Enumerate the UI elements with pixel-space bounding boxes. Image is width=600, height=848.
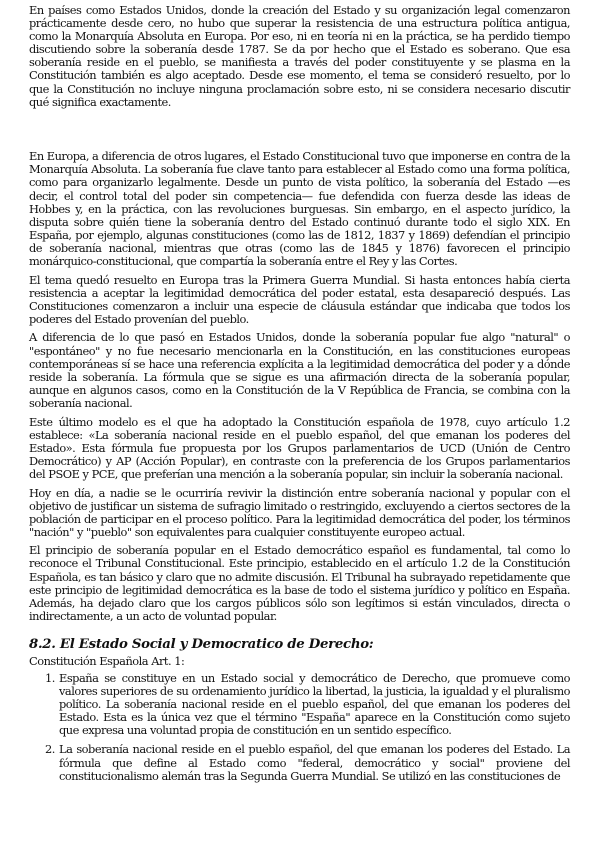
paragraph: Hoy en día, a nadie se le ocurriría revivir la distinción entre soberanía nacional y popular con el objetivo de justificar un sistema de sufragio limitado o restringido, excluyendo a ciertos sectores de la población de participar en el proceso político. Para la legitimidad democrática del poder, los términos "nación" y "pueblo" son equivalentes para cualquier constituyente europeo actual. (29, 485, 570, 539)
list-item: 1. España se constituye en un Estado social y democrático de Derecho, que promueve como valores superiores de su ordenamiento jurídico la libertad, la justicia, la igualdad y el pluralismo político. La soberanía nacional reside en el pueblo español, del que emanan los poderes del Estado. Esta es la única vez que el término "España" aparece en la Constitución como sujeto que expresa una voluntad propia de constitución en un sentido específico. (58, 672, 570, 737)
section-heading: 8.2. El Estado Social y Democratico de Derecho: (29, 636, 374, 652)
paragraph: El tema quedó resuelto en Europa tras la Primera Guerra Mundial. Si hasta entonces había cierta resistencia a aceptar la legitimidad democrática del poder estatal, esta desapareció después. Las Constituciones comenzaron a incluir una especie de cláusula estándar que indicaba que todos los poderes del Estado provenían del pueblo. (29, 272, 570, 326)
paragraph: En Europa, a diferencia de otros lugares, el Estado Constitucional tuvo que imponerse en contra de la Monarquía Absoluta. La soberanía fue clave tanto para establecer al Estado como una forma política, como para organizarlo legalmente. Desde un punto de vista político, la soberanía del Estado —es decir, el control total del poder sin competencia— fue defendida con fuerza desde las ideas de Hobbes y, en la práctica, con las revoluciones burguesas. Sin embargo, en el aspecto jurídico, la disputa sobre quién tiene la soberanía dentro del Estado continuó durante todo el siglo XIX. En España, por ejemplo, algunas constituciones (como las de 1812, 1837 y 1869) defendían el principio de soberanía nacional, mientras que otras (como las de 1845 y 1876) favorecen el principio monárquico-constitucional, que compartía la soberanía entre el Rey y las Cortes. (29, 149, 570, 268)
section-subheading: Constitución Española Art. 1: (29, 653, 185, 668)
paragraph: A diferencia de lo que pasó en Estados Unidos, donde la soberanía popular fue algo "natural" o "espontáneo" y no fue necesario mencionarla en la Constitución, en las constituciones europeas contemporáneas sí se hace una referencia explícita a la legitimidad democrática del poder y a dónde reside la soberanía. La fórmula que se sigue es una afirmación directa de la soberanía popular, aunque en algunos casos, como en la Constitución de la V República de Francia, se combina con la soberanía nacional. (29, 330, 570, 410)
list-item: 2. La soberanía nacional reside en el pueblo español, del que emanan los poderes del Estado. La fórmula que define al Estado como "federal, democrático y social" proviene del constitucionalismo alemán tras la Segunda Guerra Mundial. Se utilizó en las constituciones de (58, 743, 570, 782)
paragraph: Este último modelo es el que ha adoptado la Constitución española de 1978, cuyo artículo 1.2 establece: «La soberanía nacional reside en el pueblo español, del que emanan los poderes del Estado». Esta fórmula fue propuesta por los Grupos parlamentarios de UCD (Unión de Centro Democrático) y AP (Acción Popular), en contraste con la preferencia de los Grupos parlamentarios del PSOE y PCE, que preferían una mención a la soberanía popular, sin incluir la soberanía nacional. (29, 414, 570, 481)
article-list (29, 672, 570, 783)
blank-space (29, 114, 570, 150)
paragraph: El principio de soberanía popular en el Estado democrático español es fundamental, tal como lo reconoce el Tribunal Constitucional. Este principio, establecido en el artículo 1.2 de la Constitución Española, es tan básico y claro que no admite discusión. El Tribunal ha subrayado repetidamente que este principio de legitimidad democrática es la base de todo el sistema jurídico y político en España. Además, ha dejado claro que los cargos públicos sólo son legítimos si están vinculados, directa o indirectamente, a un acto de voluntad popular. (29, 543, 570, 623)
paragraph: En países como Estados Unidos, donde la creación del Estado y su organización legal comenzaron prácticamente desde cero, no hubo que superar la resistencia de una estructura política antigua, como la Monarquía Absoluta en Europa. Por eso, ni en teoría ni en la práctica, se ha perdido tiempo discutiendo sobre la soberanía desde 1787. Se da por hecho que el Estado es soberano. Que esa soberanía reside en el pueblo, se manifiesta a través del poder constituyente y se plasma en la Constitución también es algo aceptado. Desde ese momento, el tema se consideró resuelto, por lo que la Constitución no incluye ninguna proclamación sobre esto, ni se considera necesario discutir qué significa exactamente. (29, 3, 570, 109)
